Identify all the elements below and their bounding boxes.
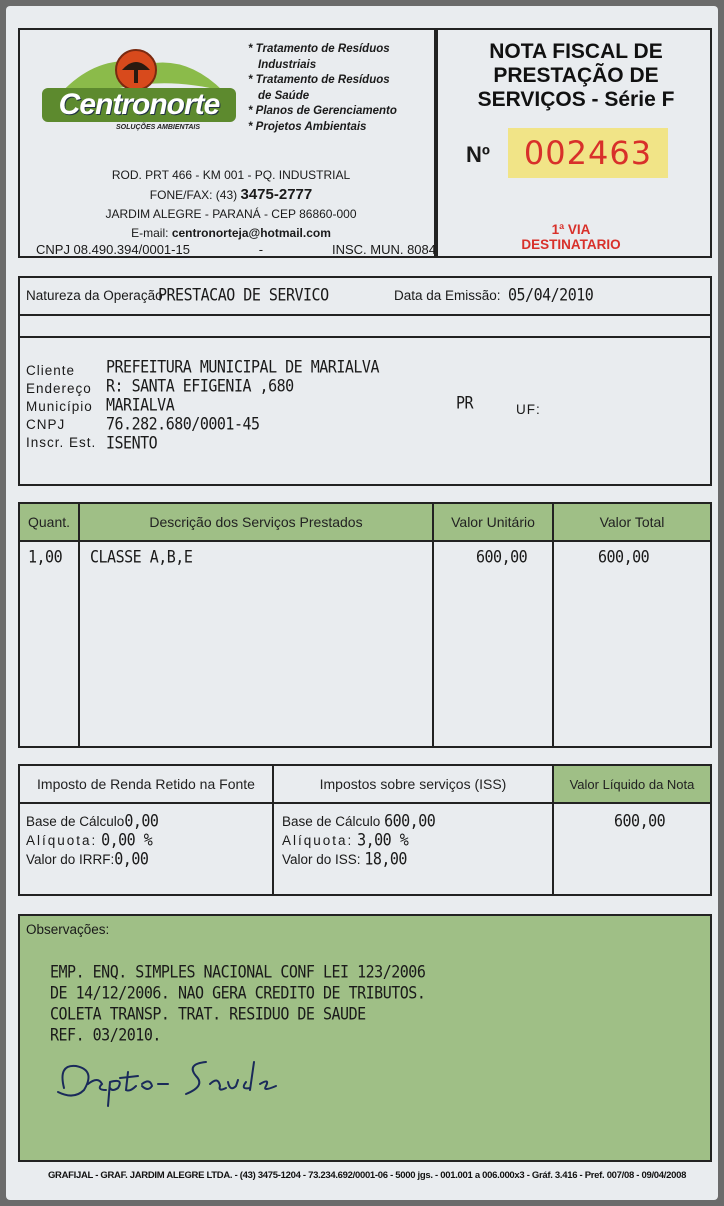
client-label: Inscr. Est. — [26, 435, 97, 450]
irrf-rate: 0,00 % — [101, 829, 153, 851]
client-label: Cliente — [26, 363, 76, 378]
item-desc: CLASSE A,B,E — [90, 546, 193, 568]
company-id-separator: - — [258, 242, 264, 257]
iss-details — [282, 812, 435, 869]
observations-label: Observações: — [26, 922, 110, 937]
client-address: R: SANTA EFIGENIA ,680 — [106, 375, 294, 397]
irrf-value-label: Valor do IRRF: — [26, 852, 115, 867]
col-header-desc: Descrição dos Serviços Prestados — [149, 514, 363, 530]
invoice-number: 002463 — [508, 128, 668, 178]
via-label — [440, 222, 702, 252]
email-line — [26, 224, 436, 243]
iss-value-label: Valor do ISS: — [282, 852, 361, 867]
nature-value: PRESTACAO DE SERVICO — [158, 284, 329, 306]
invoice-title-line: SERVIÇOS - Série F — [477, 88, 675, 111]
iss-header: Impostos sobre serviços (ISS) — [319, 776, 507, 792]
irrf-details — [26, 812, 158, 869]
client-label: Município — [26, 399, 93, 414]
divider — [18, 540, 712, 542]
company-cnpj: CNPJ 08.490.394/0001-15 — [36, 242, 190, 257]
client-uf-value: PR — [456, 392, 474, 414]
service-line: de Saúde — [258, 89, 310, 102]
invoice-number-label: Nº — [466, 142, 490, 167]
email-value: centronorteja@hotmail.com — [171, 226, 331, 240]
logo-subtitle: SOLUÇÕES AMBIENTAIS — [116, 124, 201, 131]
observations-text — [50, 962, 425, 1046]
observation-line: COLETA TRANSP. TRAT. RESIDUO DE SAUDE — [50, 1003, 366, 1025]
email-label: E-mail: — [131, 226, 169, 240]
operation-box — [18, 276, 712, 338]
observation-line: REF. 03/2010. — [50, 1024, 161, 1046]
client-name: PREFEITURA MUNICIPAL DE MARIALVA — [106, 356, 379, 378]
company-insc-mun: INSC. MUN. 8084 — [331, 242, 436, 257]
iss-base-label: Base de Cálculo — [282, 814, 381, 829]
phone-line — [26, 185, 436, 205]
client-label: CNPJ — [26, 417, 66, 432]
via-line: DESTINATARIO — [521, 237, 621, 252]
iss-rate: 3,00 % — [357, 829, 409, 851]
net-header: Valor Líquido da Nota — [569, 776, 695, 792]
company-ids — [36, 242, 436, 257]
col-header-unit: Valor Unitário — [451, 514, 535, 530]
service-line: * Planos de Gerenciamento — [248, 105, 397, 117]
col-header-qty: Quant. — [27, 514, 71, 530]
services-list — [248, 42, 397, 135]
iss-rate-label: Alíquota: — [282, 833, 354, 848]
client-values — [106, 358, 379, 453]
irrf-base-label: Base de Cálculo — [26, 814, 125, 829]
invoice-title — [440, 40, 712, 112]
observation-line: EMP. ENQ. SIMPLES NACIONAL CONF LEI 123/2006 — [50, 961, 426, 983]
date-label: Data da Emissão: — [394, 288, 501, 303]
net-value: 600,00 — [614, 810, 666, 832]
via-line: 1ª VIA — [551, 222, 591, 237]
irrf-base: 0,00 — [124, 810, 159, 832]
observation-line: DE 14/12/2006. NAO GERA CREDITO DE TRIBUTOS. — [50, 982, 426, 1004]
service-line: * Tratamento de Resíduos — [248, 74, 390, 86]
nature-label: Natureza da Operação — [26, 288, 163, 303]
client-labels — [26, 362, 96, 452]
service-line: * Tratamento de Resíduos — [248, 43, 390, 55]
client-label: Endereço — [26, 381, 92, 396]
irrf-value: 0,00 — [114, 848, 149, 870]
irrf-header: Imposto de Renda Retido na Fonte — [37, 776, 255, 792]
invoice-title-line: NOTA FISCAL DE — [489, 40, 663, 63]
handwritten-signature — [50, 1046, 310, 1116]
item-total: 600,00 — [598, 546, 650, 568]
invoice-title-line: PRESTAÇÃO DE — [493, 64, 659, 87]
client-ie: ISENTO — [106, 432, 158, 454]
client-cnpj: 76.282.680/0001-45 — [106, 413, 260, 435]
city-line: JARDIM ALEGRE - PARANÁ - CEP 86860-000 — [105, 207, 357, 221]
client-city: MARIALVA — [106, 394, 175, 416]
client-uf-label: UF: — [516, 402, 541, 417]
irrf-rate-label: Alíquota: — [26, 833, 98, 848]
divider — [18, 802, 712, 804]
service-line: Industriais — [258, 58, 317, 71]
phone-label: FONE/FAX: (43) — [149, 188, 238, 202]
item-qty: 1,00 — [28, 546, 63, 568]
invoice-page — [6, 6, 718, 1200]
logo-wordmark: Centronorte — [42, 88, 236, 122]
col-header-total: Valor Total — [599, 514, 665, 530]
item-unit: 600,00 — [476, 546, 528, 568]
service-line: * Projetos Ambientais — [248, 120, 367, 133]
date-value: 05/04/2010 — [508, 284, 594, 306]
address-line: ROD. PRT 466 - KM 001 - PQ. INDUSTRIAL — [111, 168, 351, 182]
company-address — [26, 166, 436, 243]
divider — [18, 314, 712, 316]
iss-base: 600,00 — [384, 810, 436, 832]
printer-footer: GRAFIJAL - GRAF. JARDIM ALEGRE LTDA. - (43) 3475-1204 - 73.234.692/0001-06 - 5000 jgs. - 001.001 a 006.000x3 - Gráf. 3.416 - Pref. 007/08 - 09/04/2008 — [47, 1170, 687, 1181]
phone-number: 3475-2777 — [240, 186, 313, 203]
iss-value: 18,00 — [364, 848, 407, 870]
